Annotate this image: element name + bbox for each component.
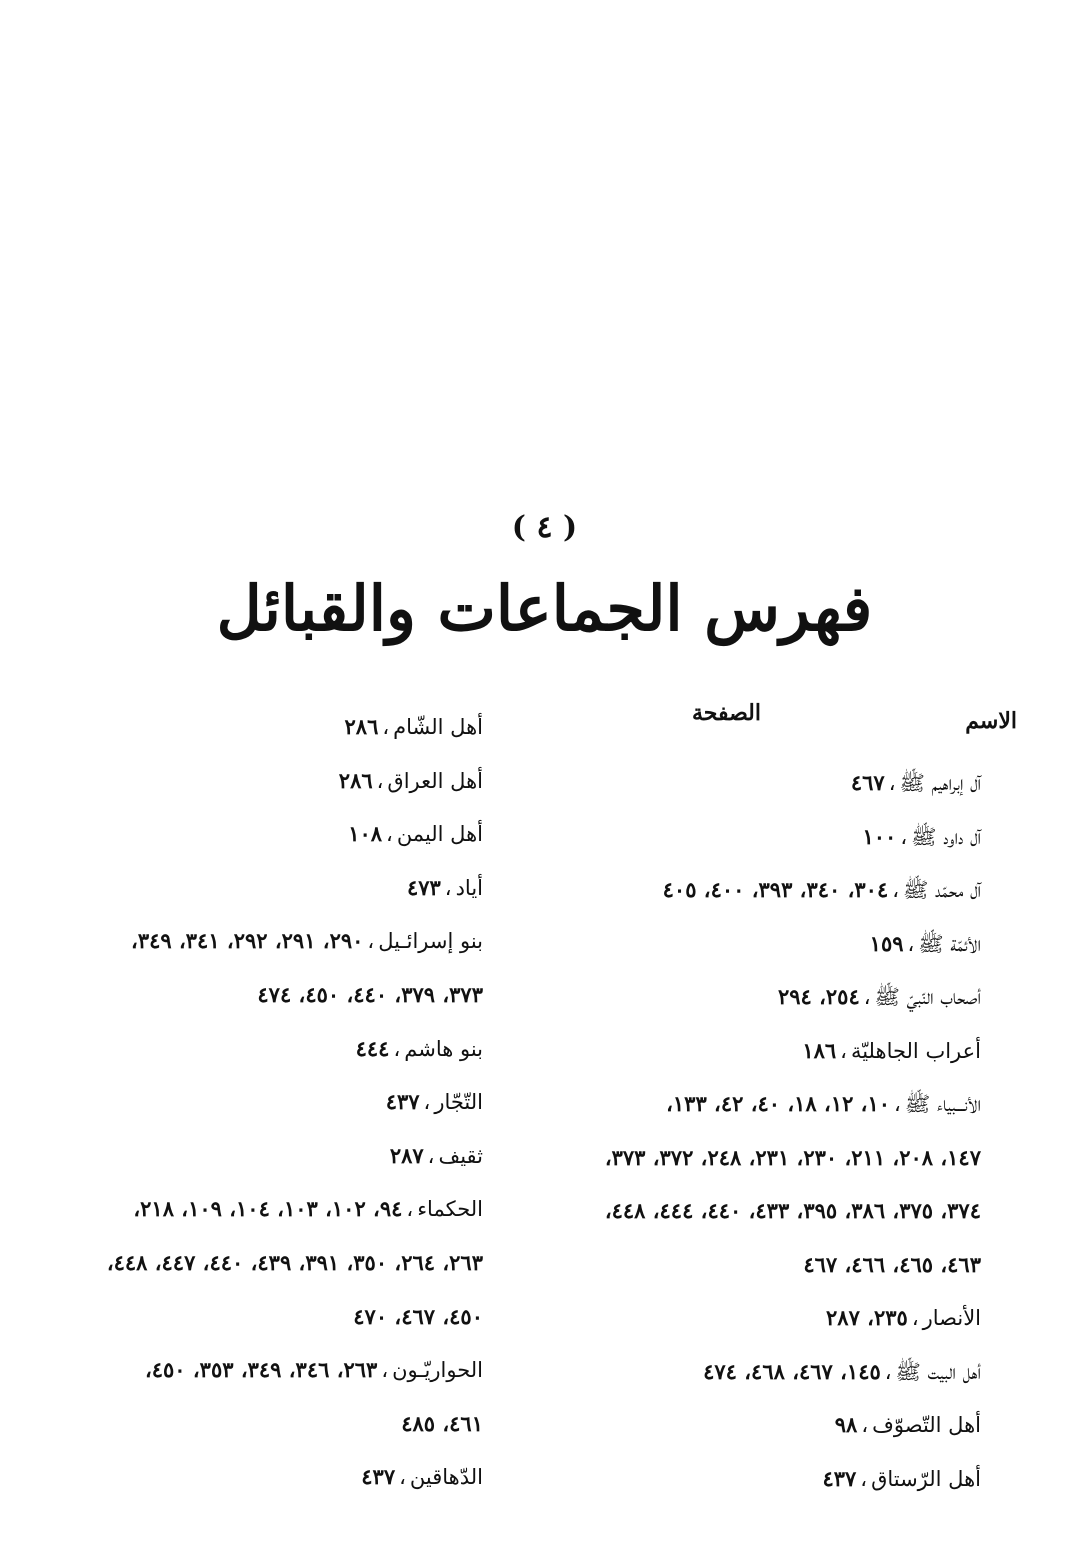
right-entries-list bbox=[561, 756, 981, 1505]
entry-name: آل داود ﷺ bbox=[911, 824, 981, 849]
entry-pages: ٢٨٧ bbox=[389, 1142, 424, 1168]
left-entries-list bbox=[103, 700, 483, 1504]
index-entry bbox=[103, 1290, 483, 1344]
entry-pages: ٩٤، ١٠٢، ١٠٣، ١٠٤، ١٠٩، ٢١٨، bbox=[133, 1196, 403, 1222]
entry-name: أعراب الجاهليّة bbox=[850, 1038, 981, 1063]
index-entry bbox=[103, 807, 483, 861]
entry-separator: ، bbox=[376, 768, 384, 793]
entry-separator: ، bbox=[861, 1413, 869, 1437]
entry-name: الدّهاقين bbox=[409, 1465, 483, 1490]
entry-name: الأنـــبياء ﷺ bbox=[904, 1092, 981, 1116]
index-entry bbox=[103, 700, 483, 754]
entry-separator: ، bbox=[860, 1466, 868, 1491]
entry-separator: ، bbox=[393, 1036, 401, 1061]
index-entry bbox=[103, 1450, 483, 1504]
index-entry bbox=[561, 756, 981, 810]
entry-name: أهل البيت ﷺ bbox=[895, 1359, 981, 1384]
entry-separator: ، bbox=[427, 1143, 435, 1168]
index-entry bbox=[103, 1022, 483, 1076]
index-column-right bbox=[561, 700, 1017, 1505]
entry-pages: ١٥٩ bbox=[869, 930, 904, 956]
entry-separator: ، bbox=[382, 715, 390, 739]
index-entry bbox=[103, 1075, 483, 1129]
entry-name: أهل اليمن bbox=[396, 822, 483, 847]
entry-pages: ١٤٧، ٢٠٨، ٢١١، ٢٣٠، ٢٣١، ٢٤٨، ٣٧٢، ٣٧٣، bbox=[604, 1144, 981, 1170]
entry-separator: ، bbox=[423, 1090, 431, 1115]
entry-name: أهل الرّستاق bbox=[871, 1466, 981, 1491]
index-entry bbox=[561, 1238, 981, 1292]
index-entry bbox=[103, 1236, 483, 1290]
entry-separator: ، bbox=[399, 1465, 406, 1490]
index-entry bbox=[103, 1182, 483, 1236]
entry-separator: ، bbox=[884, 1359, 892, 1384]
index-entry bbox=[561, 810, 981, 864]
entry-name: الأنصار bbox=[922, 1306, 981, 1330]
entry-pages: ٢٦٣، ٣٤٦، ٣٤٩، ٣٥٣، ٤٥٠، bbox=[144, 1357, 378, 1383]
entry-name: ثقيف bbox=[438, 1143, 483, 1168]
entry-name: بنو هاشم bbox=[404, 1036, 483, 1061]
column-headers bbox=[561, 700, 1017, 756]
entry-name: الحواريّـون bbox=[392, 1358, 483, 1383]
header-page: الصفحة bbox=[691, 700, 761, 726]
index-entry bbox=[561, 1452, 981, 1506]
entry-pages: ٤٣٧ bbox=[385, 1089, 420, 1115]
entry-name: أهل الشّام bbox=[393, 715, 483, 739]
entry-pages: ١٠٠ bbox=[862, 823, 897, 849]
page-title: فهرس الجماعات والقبائل bbox=[216, 572, 873, 645]
index-entry bbox=[561, 1398, 981, 1452]
entry-separator: ، bbox=[894, 1092, 901, 1116]
entry-pages: ٤٧٣ bbox=[406, 874, 441, 900]
entry-separator: ، bbox=[863, 985, 871, 1009]
entry-name: أهل التّصوّف bbox=[872, 1413, 981, 1437]
index-entry bbox=[103, 1129, 483, 1183]
entry-pages: ١٠، ١٢، ١٨، ٤٠، ٤٢، ١٣٣، bbox=[666, 1091, 891, 1116]
entry-name: أصحاب النّبيّ ﷺ bbox=[874, 985, 981, 1009]
entry-name: الحكماء bbox=[417, 1197, 483, 1222]
entry-name: أياد bbox=[455, 875, 483, 900]
entry-separator: ، bbox=[840, 1038, 847, 1063]
index-entry bbox=[561, 1291, 981, 1345]
index-entry bbox=[561, 863, 981, 917]
entry-separator: ، bbox=[386, 822, 393, 847]
entry-pages: ٣٠٤، ٣٤٠، ٣٩٣، ٤٠٠، ٤٠٥ bbox=[662, 877, 889, 902]
entry-pages: ١٨٦ bbox=[802, 1037, 837, 1063]
entry-name: آل محمّد ﷺ bbox=[903, 878, 981, 902]
entry-pages: ٤٦٣، ٤٦٥، ٤٦٦، ٤٦٧ bbox=[803, 1251, 981, 1277]
index-entry bbox=[103, 1397, 483, 1451]
entry-pages: ٤٣٧ bbox=[361, 1464, 396, 1490]
entry-pages: ٢٣٥، ٢٨٧ bbox=[826, 1305, 908, 1330]
index-entry bbox=[103, 968, 483, 1022]
entry-name: بنو إسرائـيل bbox=[378, 929, 483, 954]
entry-pages: ٩٨ bbox=[834, 1412, 858, 1437]
index-entry bbox=[561, 1345, 981, 1399]
entry-separator: ، bbox=[892, 878, 900, 902]
entry-pages: ٢٨٦ bbox=[338, 767, 373, 793]
entry-separator: ، bbox=[900, 824, 908, 849]
entry-pages: ٤٤٤ bbox=[355, 1035, 390, 1061]
entry-pages: ٣٧٣، ٣٧٩، ٤٤٠، ٤٥٠، ٤٧٤ bbox=[257, 981, 483, 1007]
entry-pages: ٢٩٠، ٢٩١، ٢٩٢، ٣٤١، ٣٤٩، bbox=[131, 928, 364, 954]
index-entry bbox=[561, 917, 981, 971]
entry-name: أهل العراق bbox=[387, 768, 483, 793]
entry-separator: ، bbox=[911, 1306, 919, 1330]
index-entry bbox=[561, 1077, 981, 1131]
index-entry bbox=[561, 1131, 981, 1185]
entry-pages: ٣٧٤، ٣٧٥، ٣٨٦، ٣٩٥، ٤٣٣، ٤٤٠، ٤٤٤، ٤٤٨، bbox=[604, 1198, 981, 1223]
entry-separator: ، bbox=[907, 931, 915, 956]
index-entry bbox=[561, 1184, 981, 1238]
index-column-left bbox=[103, 700, 483, 1504]
entry-pages: ٢٨٦ bbox=[344, 714, 379, 739]
entry-pages: ٤٦٧ bbox=[850, 770, 885, 795]
entry-pages: ١٤٥، ٤٦٧، ٤٦٨، ٤٧٤ bbox=[703, 1358, 881, 1384]
entry-separator: ، bbox=[381, 1358, 389, 1383]
entry-name: التّجّار bbox=[434, 1090, 483, 1115]
index-entry bbox=[103, 914, 483, 968]
entry-separator: ، bbox=[367, 929, 375, 954]
entry-separator: ، bbox=[406, 1197, 414, 1222]
entry-pages: ٢٦٣، ٢٦٤، ٣٥٠، ٣٩١، ٤٣٩، ٤٤٠، ٤٤٧، ٤٤٨، bbox=[106, 1249, 483, 1275]
entry-pages: ٢٥٤، ٢٩٤ bbox=[777, 984, 860, 1009]
header-name: الاسم bbox=[965, 708, 1017, 734]
entry-pages: ٤٥٠، ٤٦٧، ٤٧٠ bbox=[353, 1303, 483, 1329]
entry-name: آل إبراهيم ﷺ bbox=[899, 771, 981, 795]
index-entry bbox=[561, 1024, 981, 1078]
entry-pages: ٤٦١، ٤٨٥ bbox=[401, 1410, 483, 1436]
section-number: ( ٤ ) bbox=[511, 510, 578, 545]
entry-name: الأئمّة ﷺ bbox=[918, 931, 981, 956]
entry-separator: ، bbox=[888, 771, 896, 795]
index-entry bbox=[103, 1343, 483, 1397]
index-entry bbox=[103, 861, 483, 915]
index-entry bbox=[561, 970, 981, 1024]
entry-pages: ٤٣٧ bbox=[822, 1465, 857, 1491]
index-entry bbox=[103, 754, 483, 808]
entry-pages: ١٠٨ bbox=[348, 821, 383, 847]
entry-separator: ، bbox=[444, 875, 452, 900]
